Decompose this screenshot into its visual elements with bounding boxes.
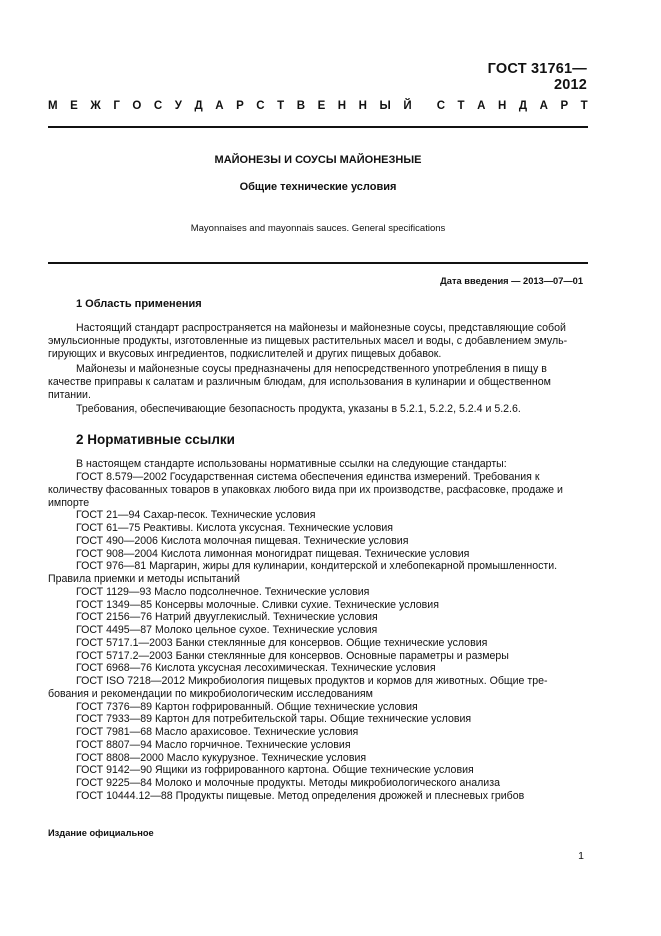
reference-line: ГОСТ 6968—76 Кислота уксусная лесохимическая. Технические условия <box>76 662 436 675</box>
reference-line: ГОСТ 8.579—2002 Государственная система обеспечения единства измерений. Требования к <box>76 471 540 483</box>
reference-line: ГОСТ 7376—89 Картон гофрированный. Общие технические условия <box>76 700 418 713</box>
reference-line: ГОСТ 1129—93 Масло подсолнечное. Технические условия <box>76 585 370 598</box>
reference-item <box>76 701 584 714</box>
reference-item <box>76 726 584 739</box>
banner-letter: Е <box>70 100 78 112</box>
reference-line: ГОСТ 8808—2000 Масло кукурузное. Технические условия <box>76 751 367 764</box>
section-2-intro: В настоящем стандарте использованы нормативные ссылки на следующие стандарты: <box>76 458 507 470</box>
banner-letter: А <box>539 100 548 112</box>
reference-item <box>76 535 584 548</box>
effective-date: Дата введения — 2013—07—01 <box>440 276 583 286</box>
reference-item <box>76 624 584 637</box>
text-line: питании. <box>48 389 91 401</box>
reference-item <box>48 471 584 509</box>
text-line: эмульсионные продукты, изготовленные из пищевых растительных масел и воды, с добавлением эмуль- <box>48 335 568 347</box>
banner-letter: М <box>48 100 58 112</box>
banner-letter: С <box>256 100 265 112</box>
banner-letter: Т <box>457 100 465 112</box>
text-line: гирующих и вкусовых ингредиентов, подкислителей и других пищевых добавок. <box>48 348 442 360</box>
reference-item <box>76 713 584 726</box>
reference-item <box>76 599 584 612</box>
page-number: 1 <box>578 850 584 862</box>
document-subtitle: Общие технические условия <box>239 181 397 193</box>
document-title-english: Mayonnaises and mayonnais sauces. General specifications <box>190 223 446 234</box>
reference-line: ГОСТ 10444.12—88 Продукты пищевые. Метод определения дрожжей и плесневых грибов <box>76 789 525 802</box>
reference-item <box>76 650 584 663</box>
reference-line: ГОСТ 9142—90 Ящики из гофрированного картона. Общие технические условия <box>76 764 474 777</box>
banner-letter: Т <box>580 100 588 112</box>
reference-line: бования и рекомендации по микробиологическим исследованиям <box>48 687 373 700</box>
reference-line: ГОСТ 9225—84 Молоко и молочные продукты. Методы микробиологического анализа <box>76 777 500 789</box>
reference-item <box>76 777 584 790</box>
banner-letter: Ж <box>90 100 101 112</box>
section-1-paragraph-3: Требования, обеспечивающие безопасность продукта, указаны в 5.2.1, 5.2.2, 5.2.4 и 5.2.6. <box>76 403 521 415</box>
reference-item <box>76 637 584 650</box>
reference-item <box>76 739 584 752</box>
banner-letter: Ы <box>379 100 391 112</box>
reference-item <box>76 662 584 675</box>
reference-line: ГОСТ 5717.2—2003 Банки стеклянные для консервов. Основные параметры и размеры <box>76 649 509 662</box>
reference-item <box>76 509 584 522</box>
reference-line: ГОСТ 976—81 Маргарин, жиры для кулинарии, кондитерской и хлебопекарной промышленности. <box>76 560 558 573</box>
reference-line: ГОСТ ISO 7218—2012 Микробиология пищевых продуктов и кормов для животных. Общие тре- <box>76 675 548 687</box>
reference-item <box>76 764 584 777</box>
banner-letter: Й <box>403 100 412 112</box>
reference-item <box>76 752 584 765</box>
banner-letter: В <box>296 100 306 112</box>
top-divider <box>48 126 588 128</box>
reference-line: ГОСТ 5717.1—2003 Банки стеклянные для консервов. Общие технические условия <box>76 636 488 649</box>
section-1-paragraph-2 <box>48 363 584 402</box>
banner-letter: О <box>132 100 142 112</box>
banner-letter: Р <box>560 100 569 112</box>
reference-line: ГОСТ 4495—87 Молоко цельное сухое. Технические условия <box>76 624 378 636</box>
section-1-paragraph-1 <box>48 322 584 361</box>
banner-letter: С <box>436 100 445 112</box>
text-line: качестве приправы к салатам и различным блюдам, для использования в кулинарии и общественном <box>48 376 551 388</box>
document-title: МАЙОНЕЗЫ И СОУСЫ МАЙОНЕЗНЫЕ <box>214 154 422 166</box>
reference-item <box>76 548 584 561</box>
banner-letter: Г <box>113 100 120 112</box>
section-1-heading: 1 Область применения <box>76 298 202 310</box>
reference-line: ГОСТ 1349—85 Консервы молочные. Сливки сухие. Технические условия <box>76 598 439 611</box>
edition-note: Издание официальное <box>48 828 154 838</box>
text-line: Настоящий стандарт распространяется на майонезы и майонезные соусы, представляющие собой <box>76 322 566 334</box>
reference-line: ГОСТ 61—75 Реактивы. Кислота уксусная. Технические условия <box>76 522 393 534</box>
banner-letter: Д <box>518 100 528 112</box>
text-line: Майонезы и майонезные соусы предназначены для непосредственного употребления в пищу в <box>76 363 547 375</box>
banner-letter: Н <box>337 100 347 112</box>
banner-letter: Н <box>358 100 367 112</box>
standard-type-banner <box>48 100 588 112</box>
banner-letter: Д <box>194 100 203 112</box>
reference-line: ГОСТ 908—2004 Кислота лимонная моногидрат пищевая. Технические условия <box>76 547 470 560</box>
banner-letter: У <box>174 100 182 112</box>
title-divider <box>48 262 588 264</box>
reference-line: количеству фасованных товаров в упаковках любого вида при их производстве, расфасовке, продаже и <box>48 483 563 496</box>
document-number: ГОСТ 31761—2012 <box>487 61 587 93</box>
reference-line: ГОСТ 7981—68 Масло арахисовое. Технические условия <box>76 726 359 738</box>
reference-line: Правила приемки и методы испытаний <box>48 573 240 586</box>
banner-letter: Р <box>236 100 244 112</box>
reference-item <box>76 790 584 803</box>
banner-letter: Т <box>277 100 285 112</box>
reference-line: импорте <box>48 496 90 509</box>
banner-letter: Н <box>497 100 507 112</box>
reference-item <box>48 560 584 586</box>
banner-letter: Е <box>317 100 326 112</box>
reference-line: ГОСТ 7933—89 Картон для потребительской тары. Общие технические условия <box>76 713 472 726</box>
banner-letter: А <box>477 100 486 112</box>
reference-item <box>76 611 584 624</box>
reference-line: ГОСТ 8807—94 Масло горчичное. Технические условия <box>76 738 351 751</box>
reference-item <box>48 675 584 701</box>
reference-item <box>76 586 584 599</box>
banner-letter: А <box>215 100 224 112</box>
reference-line: ГОСТ 21—94 Сахар-песок. Технические условия <box>76 509 316 522</box>
banner-letter: С <box>153 100 163 112</box>
reference-item <box>76 522 584 535</box>
reference-line: ГОСТ 490—2006 Кислота молочная пищевая. Технические условия <box>76 534 409 547</box>
section-2-heading: 2 Нормативные ссылки <box>76 432 235 447</box>
reference-line: ГОСТ 2156—76 Натрий двууглекислый. Технические условия <box>76 611 378 624</box>
